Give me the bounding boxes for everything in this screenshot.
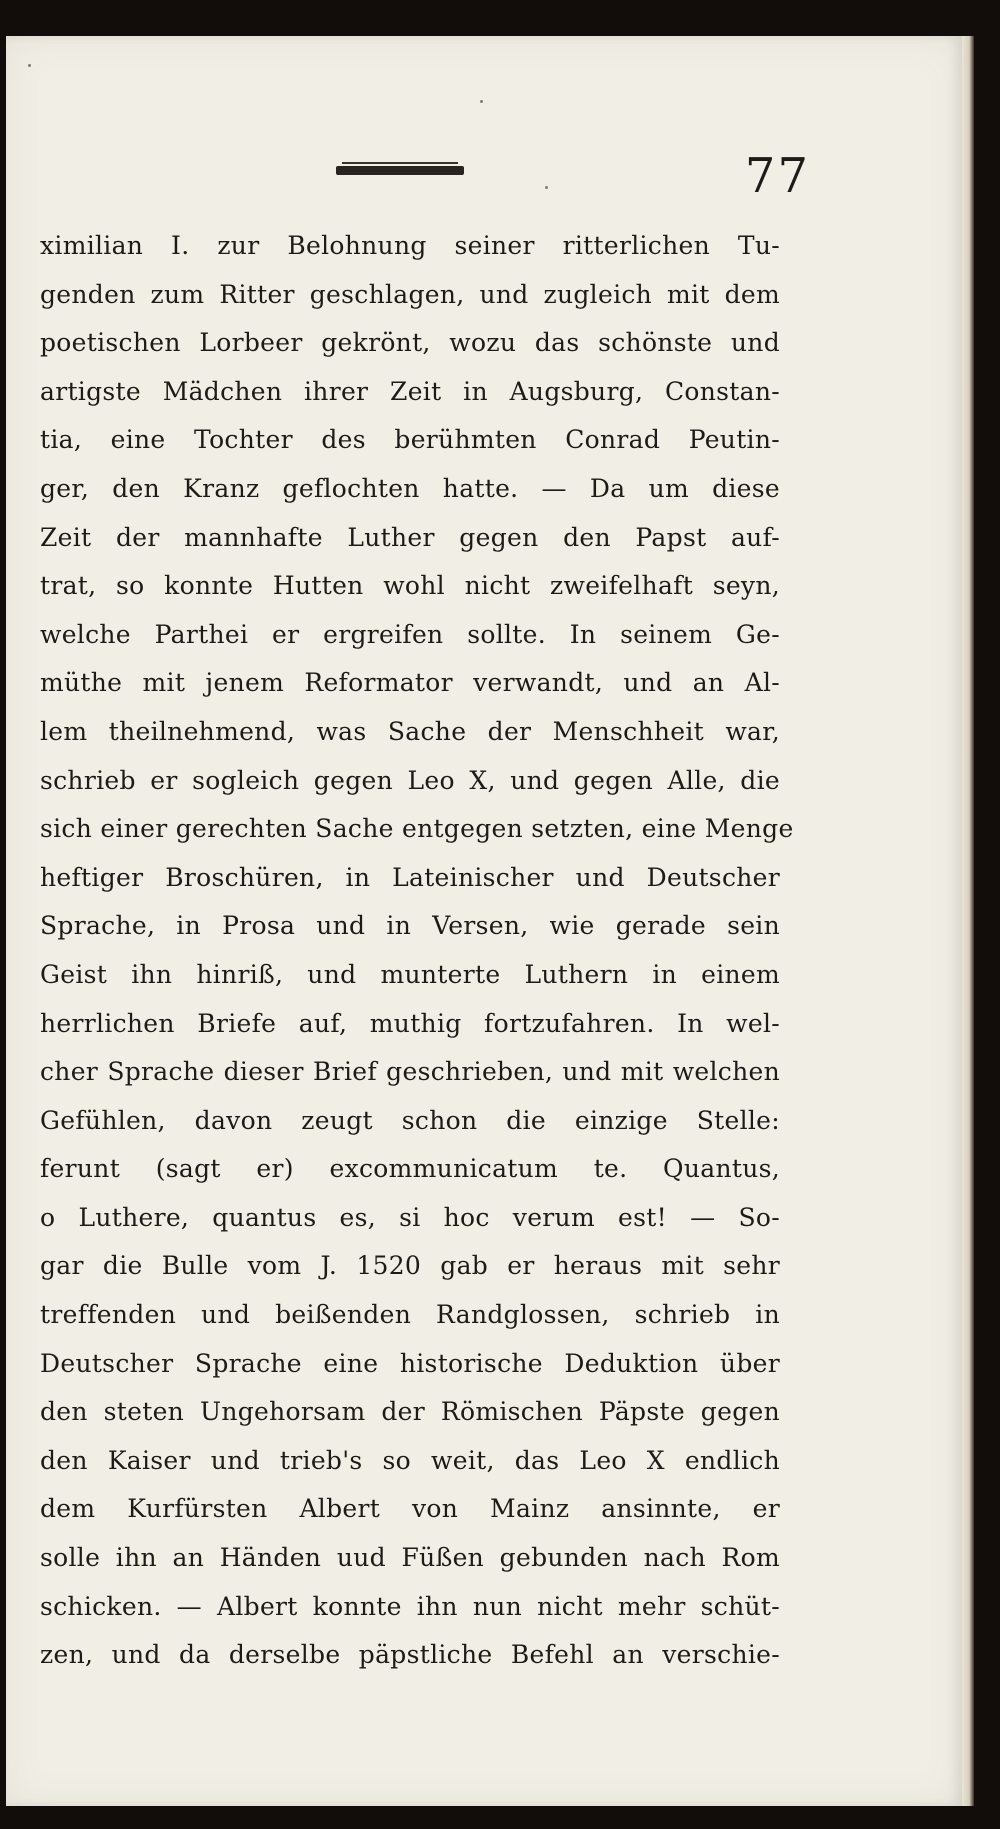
text-line: gar die Bulle vom J. 1520 gab er heraus mit sehr: [40, 1251, 780, 1281]
text-line: sich einer gerechten Sache entgegen setzten, eine Menge: [40, 814, 794, 844]
text-line: heftiger Broschüren, in Lateinischer und Deutscher: [40, 862, 780, 892]
text-line: zen, und da derselbe päpstliche Befehl an verschie-: [40, 1640, 780, 1670]
header-rule: [336, 166, 464, 175]
text-line: Zeit der mannhafte Luther gegen den Papst auf-: [40, 522, 780, 552]
paper-speck: [480, 100, 483, 103]
text-line: solle ihn an Händen uud Füßen gebunden nach Rom: [40, 1543, 780, 1573]
text-line: Deutscher Sprache eine historische Deduktion über: [40, 1348, 780, 1378]
text-line: ferunt (sagt er) excommunicatum te. Quantus,: [40, 1154, 780, 1184]
text-line: schicken. — Albert konnte ihn nun nicht mehr schüt-: [40, 1591, 780, 1621]
text-line: ger, den Kranz geflochten hatte. — Da um diese: [40, 473, 780, 503]
text-line: welche Parthei er ergreifen sollte. In seinem Ge-: [40, 619, 780, 649]
text-line: artigste Mädchen ihrer Zeit in Augsburg, Constan-: [40, 376, 780, 406]
text-line: trat, so konnte Hutten wohl nicht zweifelhaft seyn,: [40, 571, 780, 601]
text-line: schrieb er sogleich gegen Leo X, und gegen Alle, die: [40, 765, 780, 795]
text-line: Sprache, in Prosa und in Versen, wie gerade sein: [40, 911, 780, 941]
page-number: 77: [744, 148, 810, 204]
text-line: den Kaiser und trieb's so weit, das Leo X endlich: [40, 1445, 780, 1475]
text-line: o Luthere, quantus es, si hoc verum est! — So-: [40, 1202, 780, 1232]
text-line: dem Kurfürsten Albert von Mainz ansinnte, er: [40, 1494, 780, 1524]
text-line: treffenden und beißenden Randglossen, schrieb in: [40, 1300, 780, 1330]
text-line: tia, eine Tochter des berühmten Conrad Peutin-: [40, 425, 780, 455]
text-line: den steten Ungehorsam der Römischen Päpste gegen: [40, 1397, 780, 1427]
paper-speck: [28, 64, 31, 67]
text-line: müthe mit jenem Reformator verwandt, und an Al-: [40, 668, 780, 698]
text-line: Gefühlen, davon zeugt schon die einzige Stelle:: [40, 1105, 780, 1135]
text-line: ximilian I. zur Belohnung seiner ritterlichen Tu-: [40, 231, 780, 260]
text-line: genden zum Ritter geschlagen, und zugleich mit dem: [40, 279, 780, 309]
page-edge: [962, 36, 974, 1806]
text-line: lem theilnehmend, was Sache der Menschheit war,: [40, 716, 780, 746]
text-line: poetischen Lorbeer gekrönt, wozu das schönste und: [40, 328, 780, 358]
paper-speck: [545, 186, 548, 189]
body-text: [40, 222, 794, 1680]
text-line: Geist ihn hinriß, und munterte Luthern in einem: [40, 959, 780, 989]
text-line: herrlichen Briefe auf, muthig fortzufahren. In wel-: [40, 1008, 780, 1038]
text-line: cher Sprache dieser Brief geschrieben, und mit welchen: [40, 1057, 780, 1087]
